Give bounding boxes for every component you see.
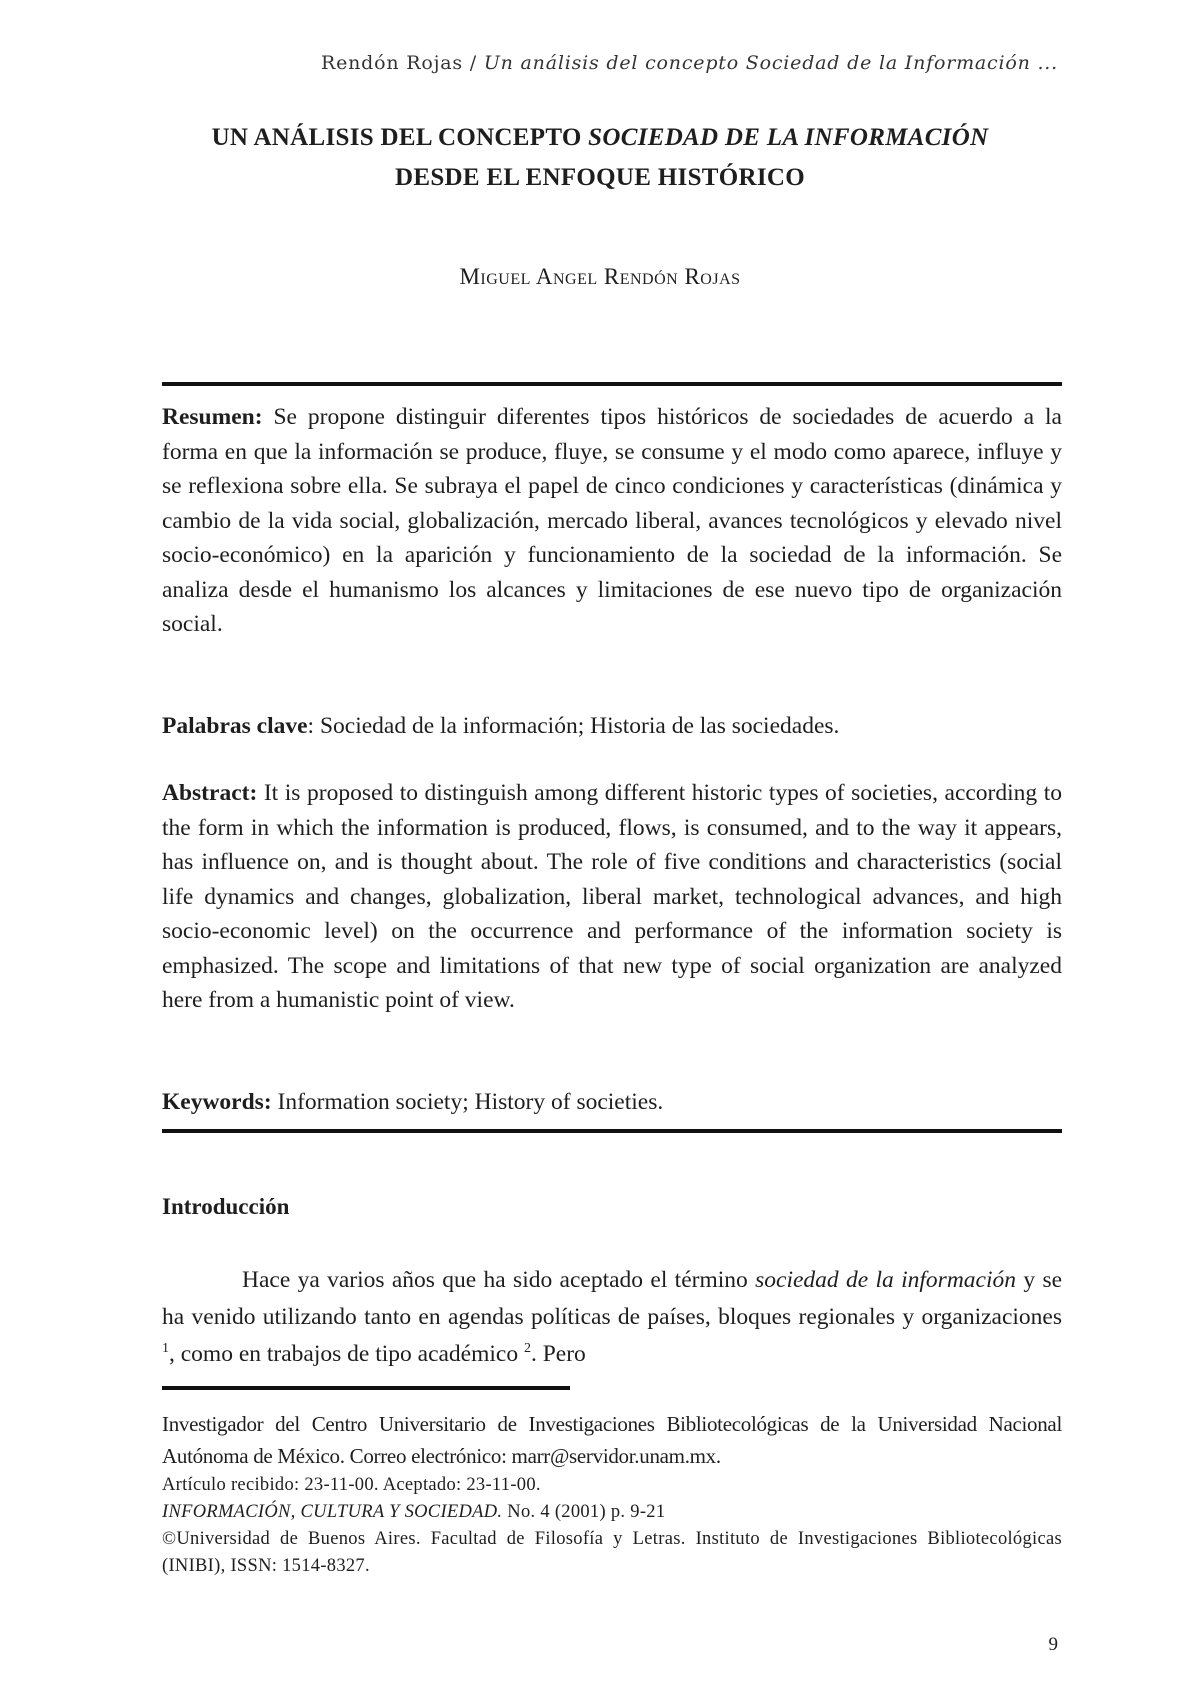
abstract-paragraph [162, 776, 1062, 1018]
abstract-label: Abstract: [162, 780, 258, 806]
footnote-separator [162, 1386, 570, 1390]
running-head-title: Un análisis del concepto Sociedad de la Información ... [483, 52, 1058, 74]
article-author: Miguel Angel Rendón Rojas [459, 264, 741, 289]
journal-name: INFORMACIÓN, CULTURA Y SOCIEDAD. [162, 1502, 503, 1522]
section-heading-introduccion: Introducción [162, 1194, 290, 1219]
abstract-bottom-rule [162, 1129, 1062, 1133]
intro-italic-term: sociedad de la información [755, 1267, 1017, 1293]
title-line1-plain: UN ANÁLISIS DEL CONCEPTO [211, 124, 582, 151]
running-head [321, 52, 1058, 74]
footnote-ref-1[interactable]: 1 [162, 1341, 169, 1357]
palabras-clave-paragraph [162, 709, 1062, 744]
author-affiliation-footnote: Investigador del Centro Universitario de Investigaciones Bibliotecológicas de la Universidad Nacional Autónoma de México. Correo electrónico: marr@servidor.unam.mx. [162, 1412, 1062, 1468]
keywords-label: Keywords: [162, 1089, 272, 1115]
introduccion-paragraph [162, 1262, 1062, 1373]
journal-issue: No. 4 (2001) p. 9-21 [502, 1502, 666, 1522]
intro-text-4: . Pero [530, 1341, 586, 1367]
intro-text-1: Hace ya varios años que ha sido aceptado el término [242, 1267, 748, 1293]
title-line2: DESDE EL ENFOQUE HISTÓRICO [395, 164, 805, 191]
resumen-text: Se propone distinguir diferentes tipos históricos de sociedades de acuerdo a la forma en que la información se produce, fluye, se consume y el modo como aparece, influye y se reflexiona sobre ella. Se subraya el papel de cinco condiciones y características (dinámica y cambio de la vida social, globalización, mercado liberal, avances tecnológicos y elevado nivel socio-económico) en la aparición y funcionamiento de la sociedad de la información. Se analiza desde el humanismo los alcances y limitaciones de ese nuevo tipo de organización social. [162, 404, 1062, 637]
intro-text-3: , como en trabajos de tipo académico [169, 1341, 519, 1367]
article-received-line: Artículo recibido: 23-11-00. Aceptado: 23-11-00. [162, 1475, 541, 1495]
abstract-text: It is proposed to distinguish among different historic types of societies, according to the form in which the information is produced, flows, is consumed, and to the way it appears, has influence on, and is thought about. The role of five conditions and characteristics (social life dynamics and changes, globalization, liberal market, technological advances, and high socio-economic level) on the occurrence and performance of the information society is emphasized. The scope and limitations of that new type of social organization are analyzed here from a humanistic point of view. [162, 780, 1062, 1013]
palabras-clave-text: : Sociedad de la información; Historia de las sociedades. [307, 713, 840, 739]
keywords-text: Information society; History of societies. [277, 1089, 664, 1115]
resumen-label: Resumen: [162, 404, 263, 430]
article-title [120, 118, 1080, 198]
title-line1-italic: SOCIEDAD DE LA INFORMACIÓN [588, 124, 989, 151]
abstract-top-rule [162, 382, 1062, 386]
intro-text-2: y se ha venido utilizando tanto en agendas políticas de países, bloques regionales y organizaciones [162, 1267, 1063, 1330]
journal-citation-line [162, 1499, 1062, 1526]
footnote-ref-2[interactable]: 2 [523, 1341, 531, 1357]
keywords-paragraph [162, 1085, 1062, 1120]
page-number: 9 [1048, 1634, 1058, 1655]
running-head-author: Rendón Rojas / [320, 52, 477, 74]
resumen-paragraph [162, 400, 1062, 642]
copyright-notice: ©Universidad de Buenos Aires. Facultad de Filosofía y Letras. Instituto de Investigaciones Bibliotecológicas (INIBI), ISSN: 1514-8327. [162, 1529, 1062, 1576]
palabras-clave-label: Palabras clave [162, 713, 308, 739]
